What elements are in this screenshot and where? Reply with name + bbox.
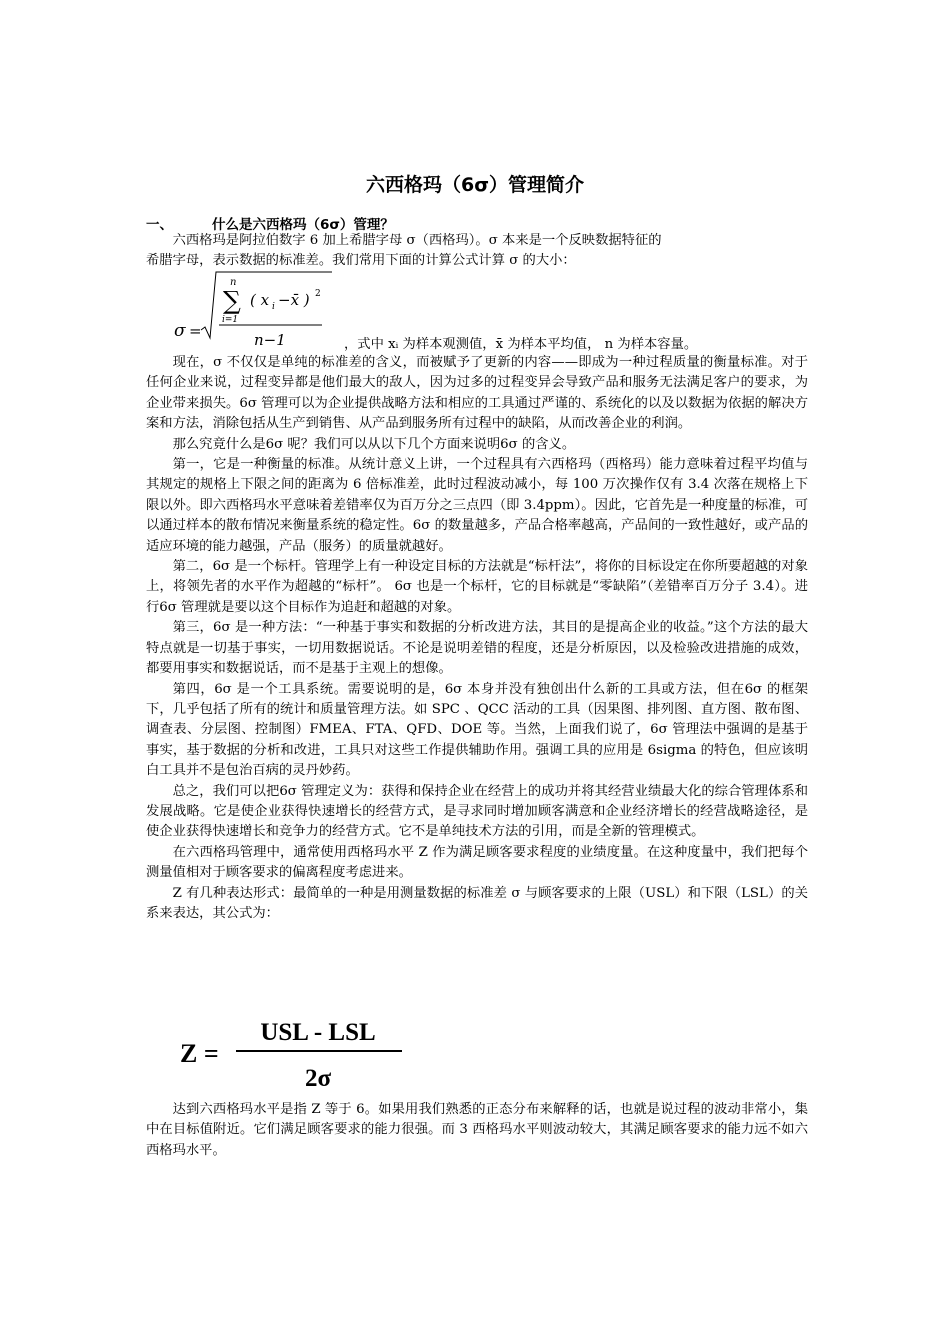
intro-block (146, 231, 808, 272)
z-lhs: Z = (180, 1039, 219, 1068)
intro-line-2: 希腊字母，表示数据的标准差。我们常用下面的计算公式计算 σ 的大小： (146, 253, 576, 269)
paragraph: 在六西格玛管理中，通常使用西格玛水平 Z 作为满足顾客要求程度的业绩度量。在这种度量中，我们把每个测量值相对于顾客要求的偏离程度考虑进来。 (146, 844, 808, 881)
paragraph: Z 有几种表达形式：最简单的一种是用测量数据的标准差 σ 与顾客要求的上限（USL）和下限（LSL）的关系来表达，其公式为： (146, 885, 808, 921)
z-denominator: 2σ (304, 1065, 332, 1092)
body-block-b (146, 1100, 808, 1161)
sum-symbol: ∑ (223, 286, 241, 315)
body-block-a (146, 353, 808, 924)
paragraph: 第三，6σ 是一种方法：“一种基于事实和数据的分析改进方法，其目的是提高企业的收益。”这个方法的最大特点就是一切基于事实，一切用数据说话。不论是说明差错的程度，还是分析原因，以及检验改进措施的成效，都要用事实和数据说话，而不是基于主观上的想像。 (146, 620, 808, 677)
z-numerator: USL - LSL (260, 1019, 376, 1046)
intro-line-1: 六西格玛是阿拉伯数字 6 加上希腊字母 σ（西格玛）。σ 本来是一个反映数据特征的 (172, 233, 662, 248)
section-title: 什么是六西格玛（6σ）管理？ (212, 217, 394, 233)
formula-caption: ，式中 xᵢ 为样本观测值，x̄ 为样本平均值， n 为样本容量。 (344, 337, 698, 352)
formula-equals: = (189, 322, 202, 340)
paragraph: 总之，我们可以把6σ 管理定义为：获得和保持企业在经营上的成功并将其经营业绩最大化的综合管理体系和发展战略。它是使企业获得快速增长的经营方式，是寻求同时增加顾客满意和企业经济增长的经营战略途径，是使企业获得快速增长和竞争力的经营方式。它不是单纯技术方法的引用，而是全新的管理模式。 (146, 783, 808, 840)
formula-numerator: ( x (250, 291, 270, 309)
sigma-formula (172, 270, 332, 350)
section-number: 一、 (146, 217, 173, 233)
formula-power: 2 (315, 289, 321, 299)
paragraph: 达到六西格玛水平是指 Z 等于 6。如果用我们熟悉的正态分布来解释的话，也就是说过程的波动非常小，集中在目标值附近。它们满足顾客要求的能力很强。而 3 西格玛水平则波动较大，其满足顾客要求的能力远不如六西格玛水平。 (146, 1102, 808, 1158)
formula-denominator: n−1 (254, 331, 286, 349)
sum-upper: n (230, 277, 237, 288)
sum-lower: i=1 (222, 315, 239, 325)
formula-xbar: −x̄ ) (278, 291, 310, 309)
section-heading (146, 213, 394, 233)
paragraph: 现在，σ 不仅仅是单纯的标准差的含义，而被赋予了更新的内容——即成为一种过程质量的衡量标准。对于任何企业来说，过程变异都是他们最大的敌人，因为过多的过程变异会导致产品和服务无法满足客户的要求，为企业带来损失。6σ 管理可以为企业提供战略方法和相应的工具通过严谨的、系统化的以及以数据为依据的解决方案和方法，消除包括从生产到销售、从产品到服务所有过程中的缺陷，从而改善企业的利润。 (146, 355, 808, 432)
paragraph: 第四，6σ 是一个工具系统。需要说明的是，6σ 本身并没有独创出什么新的工具或方法，但在6σ 的框架下，几乎包括了所有的统计和质量管理方法。如 SPC 、QCC 活动的工具（因果图、排列图、直方图、散布图、调查表、分层图、控制图）FMEA、FTA、QFD、DOE 等。当然，上面我们说了，6σ 管理法中强调的是基于事实，基于数据的分析和改进，工具只对这些工作提供辅助作用。强调工具的应用是 6sigma 的特色，但应该明白工具并不是包治百病的灵丹妙药。 (146, 681, 808, 779)
paragraph: 那么究竟什么是6σ 呢？我们可以从以下几个方面来说明6σ 的含义。 (172, 436, 576, 452)
formula-sub-i: i (272, 302, 275, 312)
z-formula (176, 1012, 416, 1096)
document-title: 六西格玛（6σ）管理简介 (365, 174, 585, 196)
paragraph: 第二，6σ 是一个标杆。管理学上有一种设定目标的方法就是“标杆法”，将你的目标设定在你所要超越的对象上，将领先者的水平作为超越的“标杆”。 6σ 也是一个标杆，它的目标就是“零缺陷”（差错率百万分子 3.4）。进行6σ 管理就是要以这个目标作为追赶和超越的对象。 (146, 559, 808, 615)
formula-sigma: σ (174, 321, 186, 341)
paragraph: 第一，它是一种衡量的标准。从统计意义上讲，一个过程具有六西格玛（西格玛）能力意味着过程平均值与其规定的规格上下限之间的距离为 6 倍标准差，此时过程波动减小，每 100 万次操作仅有 3.4 次落在规格上下限以外。即六西格玛水平意味着差错率仅为百万分之三点四（即 3.4ppm）。因此，它首先是一种度量的标准，可以通过样本的散布情况来衡量系统的稳定性。6σ 的数量越多，产品合格率越高，产品间的一致性越好，或产品的适应环境的能力越强，产品（服务）的质量就越好。 (146, 457, 808, 554)
